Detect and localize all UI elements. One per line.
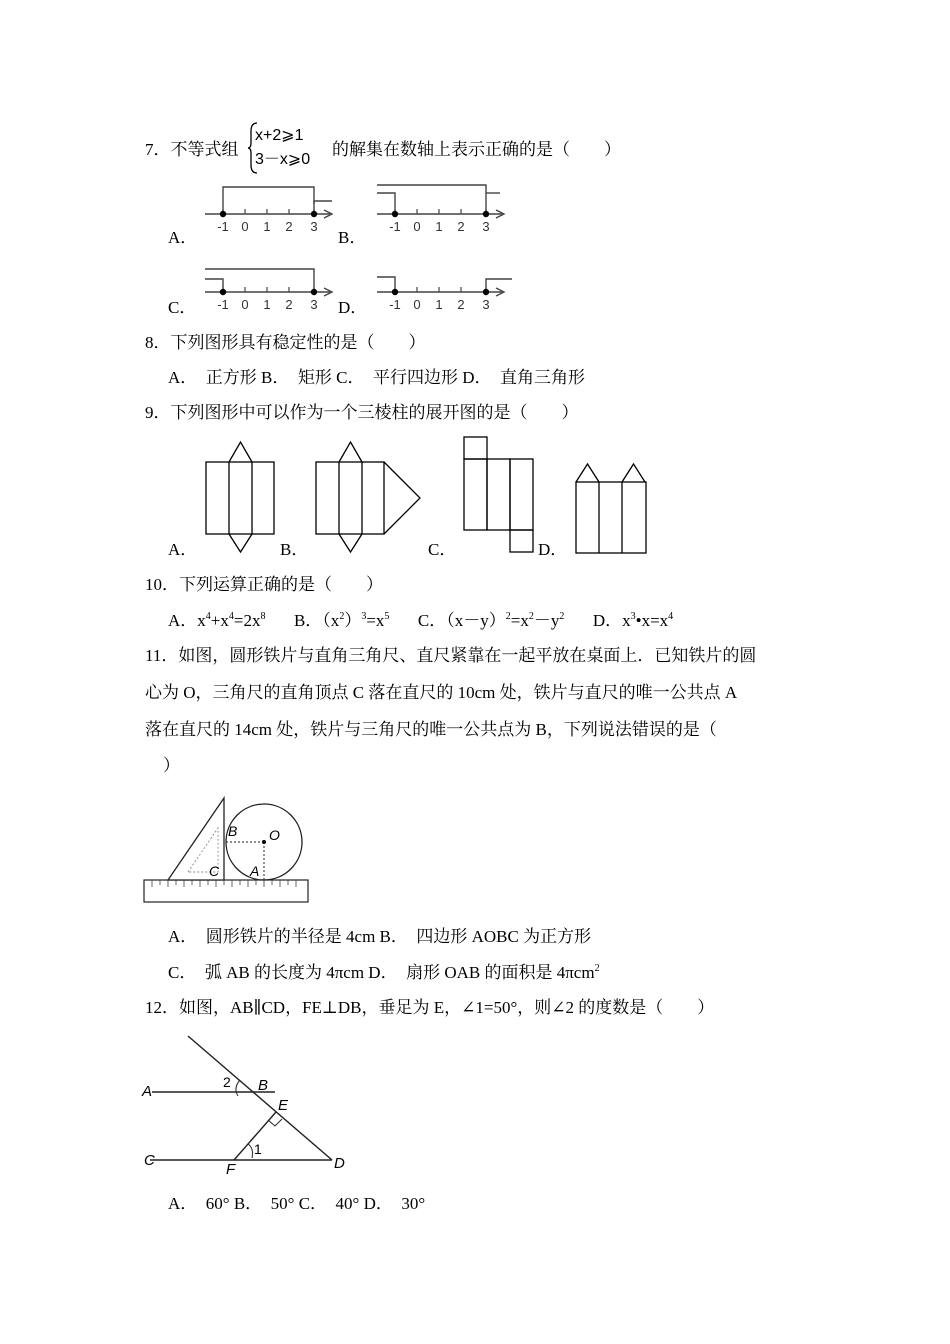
q9-option-d-label: D． bbox=[538, 540, 568, 559]
q9-net-b bbox=[314, 438, 426, 556]
q9-option-b-label: B． bbox=[280, 540, 309, 559]
q7-number: 7． bbox=[145, 140, 171, 159]
q12-label-d: D bbox=[334, 1155, 345, 1172]
q7-d-tick-0: 0 bbox=[413, 297, 421, 312]
q7-c-tick-neg1: -1 bbox=[217, 297, 229, 312]
q7-numberline-c bbox=[200, 262, 340, 317]
q7-b-tick-neg1: -1 bbox=[389, 219, 401, 234]
q12-label-b: B bbox=[258, 1077, 269, 1094]
q7-d-tick-neg1: -1 bbox=[389, 297, 401, 312]
q10-option-a: A．$x^4+x^4=2x^8$ bbox=[168, 611, 266, 630]
q12-label-c: C bbox=[144, 1152, 155, 1169]
q11-label-c: C bbox=[209, 863, 220, 879]
q7-b-tick-0: 0 bbox=[413, 219, 421, 234]
q11-line2: 心为 O，三角尺的直角顶点 C 落在直尺的 10cm 处，铁片与直尺的唯一公共点 A bbox=[145, 683, 738, 702]
q12-stem: 12．如图，AB∥CD，FE⊥DB，垂足为 E，∠1=50°，则∠2 的度数是（ ） bbox=[145, 998, 715, 1017]
q8-options: A． 正方形 B． 矩形 C． 平行四边形 D． 直角三角形 bbox=[168, 368, 585, 387]
q10-option-c: C．$(x-y)^2=x^2-y^2$ bbox=[417, 611, 565, 630]
q12-angle-1: 1 bbox=[254, 1141, 262, 1157]
q11-label-o: O bbox=[269, 827, 280, 843]
q7-option-b-label: B． bbox=[338, 228, 367, 247]
q7-b-tick-3: 3 bbox=[482, 219, 490, 234]
q7-c-tick-0: 0 bbox=[241, 297, 249, 312]
q7-a-tick-3: 3 bbox=[310, 219, 318, 234]
q7-c-tick-3: 3 bbox=[310, 297, 318, 312]
q11-line4: ） bbox=[163, 756, 180, 775]
q7-d-tick-2: 2 bbox=[457, 297, 465, 312]
q7-b-tick-1: 1 bbox=[435, 219, 443, 234]
q12-figure bbox=[140, 1032, 355, 1180]
q7-numberline-d bbox=[372, 262, 517, 317]
q7-eq2: 3－x⩾0 bbox=[255, 151, 311, 168]
q9-option-c-label: C． bbox=[428, 540, 457, 559]
q7-c-tick-1: 1 bbox=[263, 297, 271, 312]
q11-figure bbox=[142, 792, 312, 906]
q11-label-b: B bbox=[228, 823, 238, 839]
q7-a-tick-0: 0 bbox=[241, 219, 249, 234]
q7-a-tick-2: 2 bbox=[285, 219, 293, 234]
q12-label-f: F bbox=[226, 1161, 236, 1178]
q7-numberline-a bbox=[200, 180, 340, 235]
q11-line3: 落在直尺的 14cm 处，铁片与三角尺的唯一公共点为 B，下列说法错误的是（ bbox=[145, 720, 717, 739]
q10-stem: 10．下列运算正确的是（ ） bbox=[145, 575, 383, 594]
q7-lead: 不等式组 bbox=[170, 140, 239, 159]
q7-stem-tail: 的解集在数轴上表示正确的是（ ） bbox=[332, 140, 621, 159]
q7-b-tick-2: 2 bbox=[457, 219, 465, 234]
q11-ruler bbox=[144, 880, 308, 902]
q10-option-b: B．$(x^2)^3=x^5$ bbox=[293, 611, 390, 630]
q11-label-a: A bbox=[250, 863, 260, 879]
q7-eq1: x+2⩾1 bbox=[255, 127, 304, 144]
q11-options-row2: C． 弧 AB 的长度为 4πcm D． 扇形 OAB 的面积是 4πcm$^2$ bbox=[168, 963, 600, 982]
q11-line1: 11．如图，圆形铁片与直角三角尺、直尺紧靠在一起平放在桌面上．已知铁片的圆 bbox=[145, 646, 757, 665]
q8-stem: 8．下列图形具有稳定性的是（ ） bbox=[145, 333, 426, 352]
q11-options-row1: A． 圆形铁片的半径是 4cm B． 四边形 AOBC 为正方形 bbox=[168, 927, 592, 946]
q9-net-c bbox=[462, 434, 538, 556]
q7-option-c-label: C． bbox=[168, 298, 197, 317]
q12-label-e: E bbox=[278, 1097, 289, 1114]
q9-net-d bbox=[574, 458, 650, 556]
q12-label-a: A bbox=[142, 1083, 153, 1100]
q7-numberline-b bbox=[372, 180, 512, 235]
q7-option-d-label: D． bbox=[338, 298, 368, 317]
q7-option-a-label: A． bbox=[168, 228, 198, 247]
q12-options: A． 60° B． 50° C． 40° D． 30° bbox=[168, 1194, 426, 1213]
q7-a-tick-neg1: -1 bbox=[217, 219, 229, 234]
q7-system bbox=[255, 124, 310, 172]
q12-angle-2: 2 bbox=[223, 1074, 231, 1090]
q9-option-a-label: A． bbox=[168, 540, 198, 559]
q7-d-tick-3: 3 bbox=[482, 297, 490, 312]
q10-option-d: D．$x^3•x=x^4$ bbox=[592, 611, 674, 630]
q7-stem bbox=[145, 140, 239, 160]
q9-stem: 9．下列图形中可以作为一个三棱柱的展开图的是（ ） bbox=[145, 403, 579, 422]
q9-net-a bbox=[204, 438, 278, 556]
q7-d-tick-1: 1 bbox=[435, 297, 443, 312]
q7-c-tick-2: 2 bbox=[285, 297, 293, 312]
q7-a-tick-1: 1 bbox=[263, 219, 271, 234]
q10-options bbox=[168, 611, 673, 631]
